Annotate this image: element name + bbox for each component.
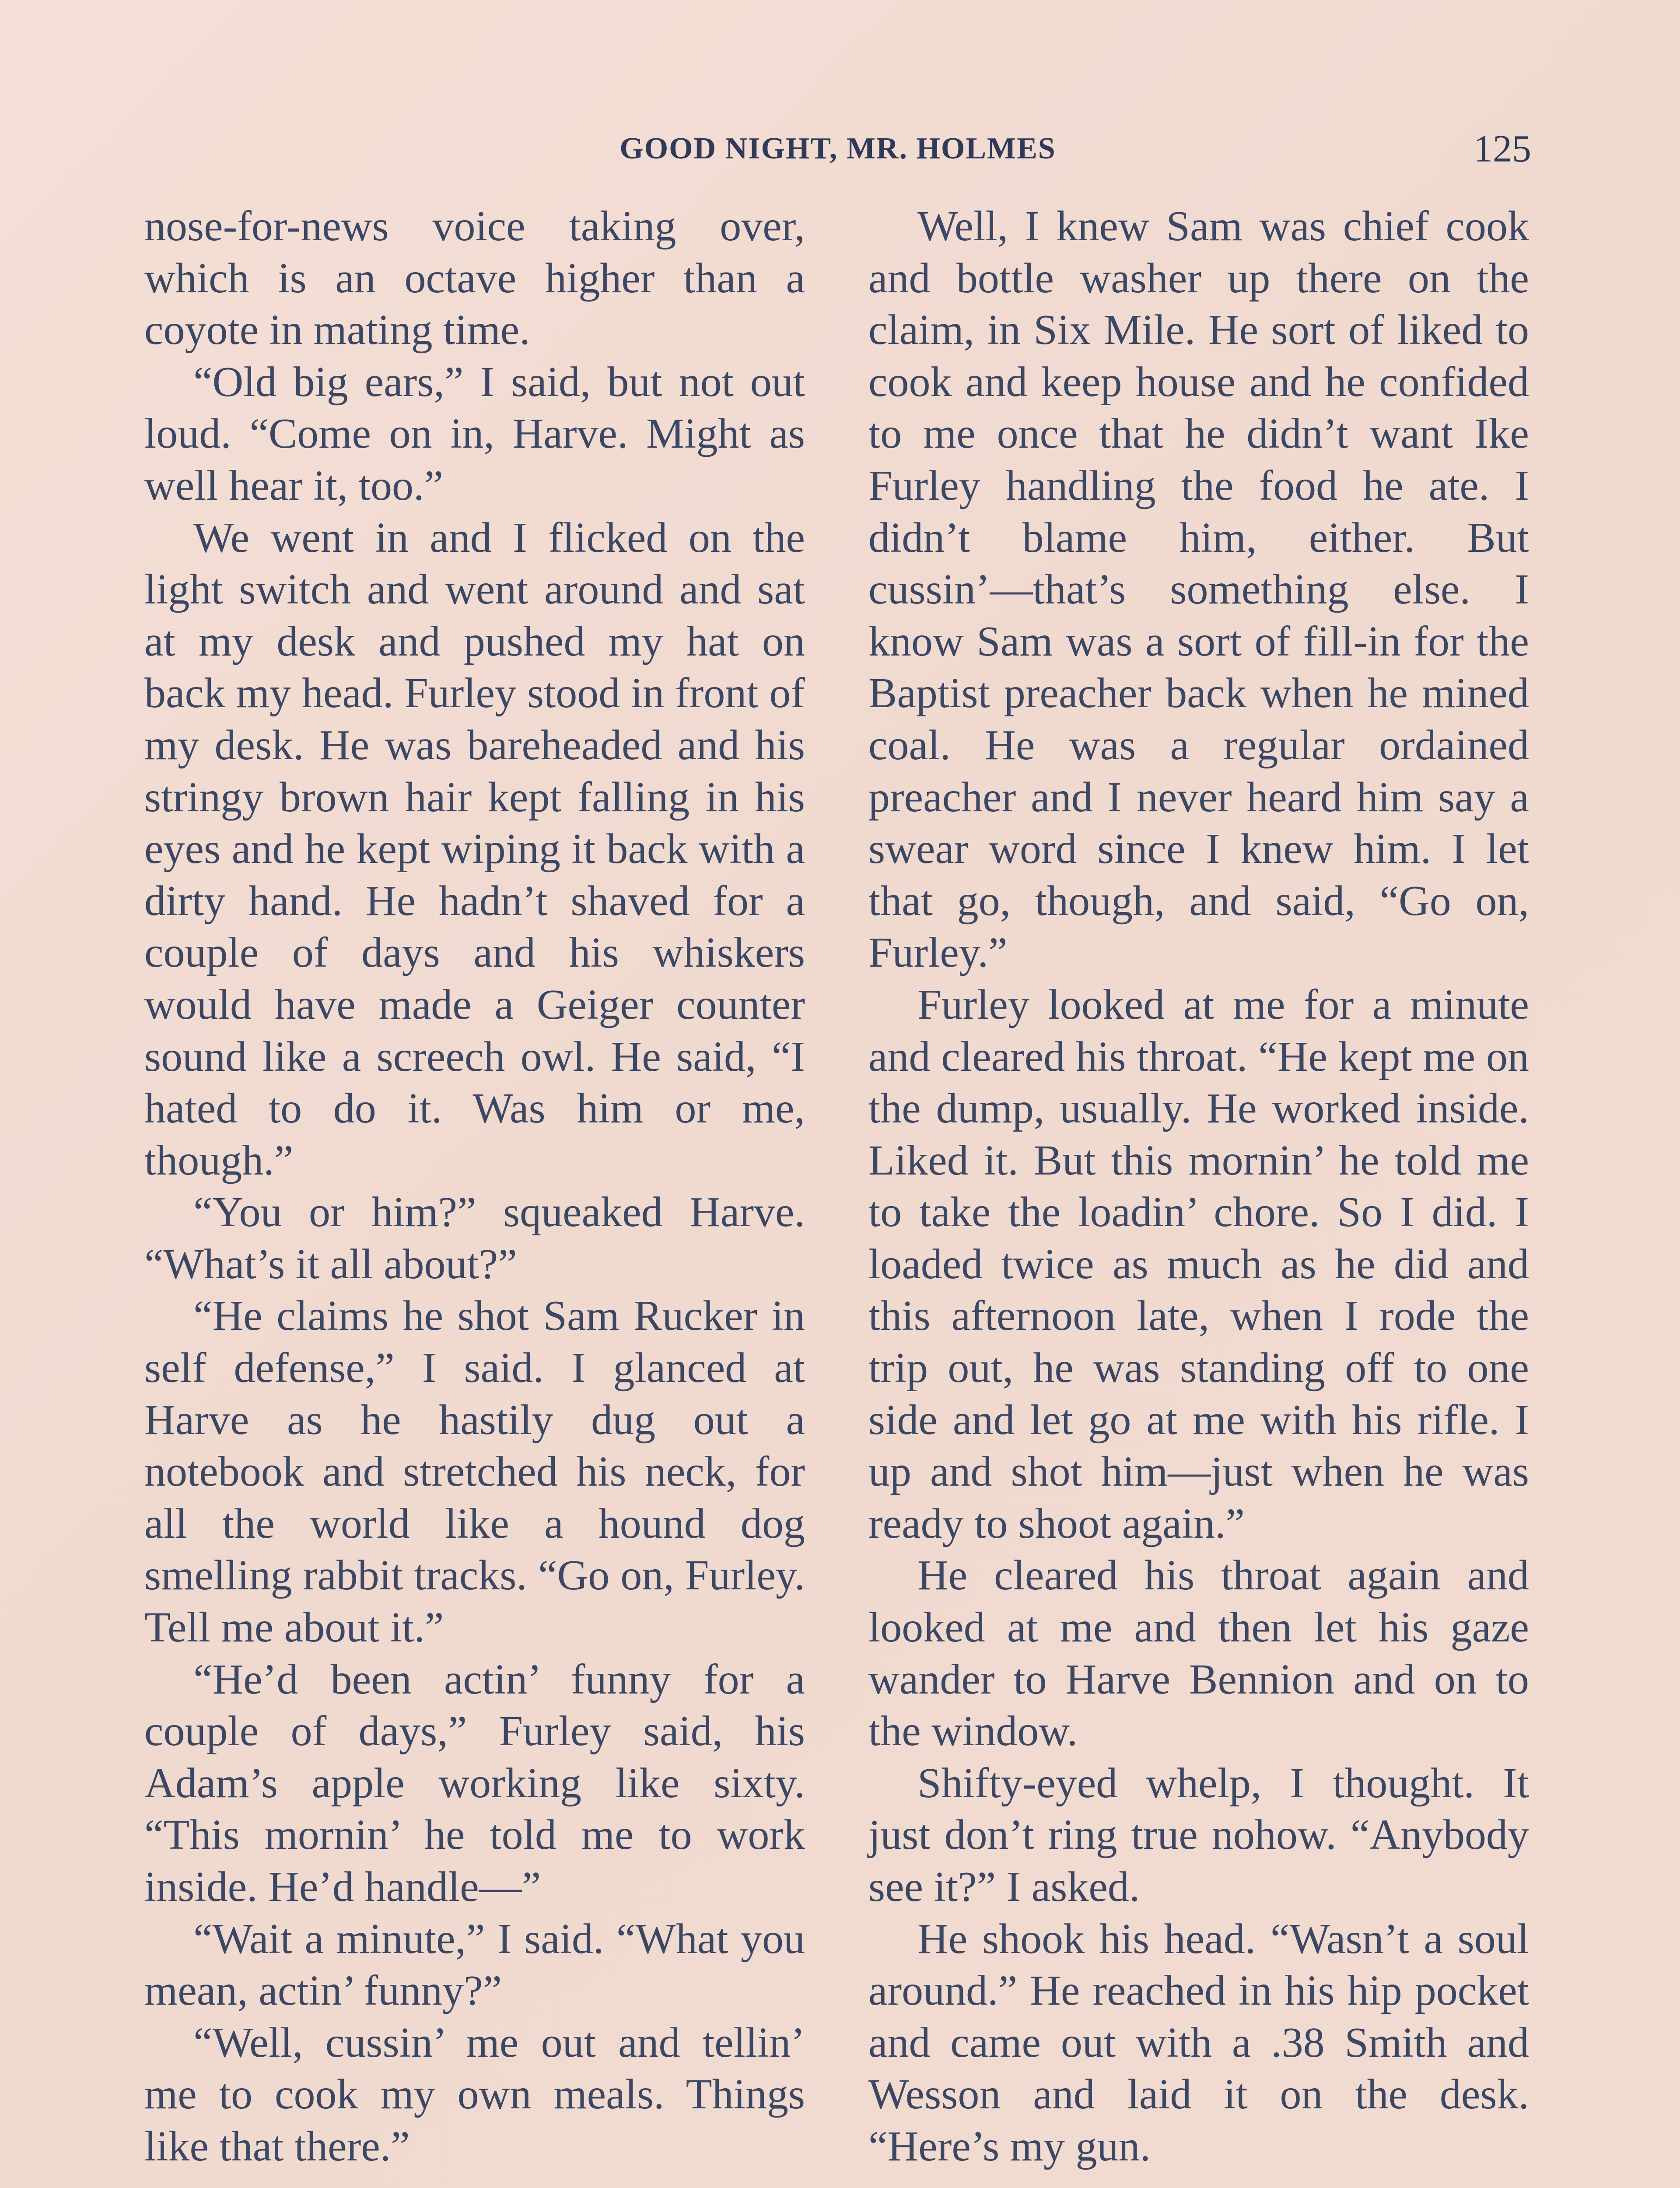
running-head — [144, 127, 1531, 179]
right-text-column — [868, 200, 1529, 2173]
left-text-column — [144, 200, 805, 2173]
running-title: GOOD NIGHT, MR. HOLMES — [620, 132, 1056, 165]
paragraph: He cleared his throat again and looked at me and then let his gaze wander to Harve Bennion and on to the window. — [868, 1552, 1529, 1755]
paragraph: “Old big ears,” I said, but not out loud. “Come on in, Harve. Might as well hear it, too.” — [144, 358, 805, 509]
paragraph: He shook his head. “Wasn’t a soul around.” He reached in his hip pocket and came out with a .38 Smith and Wesson and laid it on the desk. “Here’s my gun. — [868, 1915, 1529, 2170]
paragraph: Well, I knew Sam was chief cook and bottle washer up there on the claim, in Six Mile. He sort of liked to cook and keep house and he confided to me once that he didn’t want Ike Furley handling the food he ate. I didn’t blame him, either. But cussin’—that’s something else. I know Sam was a sort of fill-in for the Baptist preacher back when he mined coal. He was a regular ordained preacher and I never heard him say a swear word since I knew him. I let that go, though, and said, “Go on, Furley.” — [868, 203, 1529, 977]
paragraph: We went in and I flicked on the light switch and went around and sat at my desk and pushed my hat on back my head. Furley stood in front of my desk. He was bareheaded and his stringy brown hair kept falling in his eyes and he kept wiping it back with a dirty hand. He hadn’t shaved for a couple of days and his whiskers would have made a Geiger counter sound like a screech owl. He said, “I hated to do it. Was him or me, though.” — [144, 514, 805, 1184]
paragraph: Shifty-eyed whelp, I thought. It just don’t ring true nohow. “Anybody see it?” I asked. — [868, 1759, 1529, 1911]
paragraph: nose-for-news voice taking over, which is an octave higher than a coyote in mating time. — [144, 203, 805, 354]
paragraph: “Wait a minute,” I said. “What you mean, actin’ funny?” — [144, 1915, 805, 2015]
paragraph: “He claims he shot Sam Rucker in self defense,” I said. I glanced at Harve as he hastily dug out a notebook and stretched his neck, for all the world like a hound dog smelling rabbit tracks. “Go on, Furley. Tell me about it.” — [144, 1292, 805, 1652]
paragraph: “You or him?” squeaked Harve. “What’s it all about?” — [144, 1189, 805, 1288]
page-number: 125 — [1474, 128, 1531, 170]
paragraph: Furley looked at me for a minute and cleared his throat. “He kept me on the dump, usually. He worked inside. Liked it. But this mornin’ he told me to take the loadin’ chore. So I did. I loaded twice as much as he did and this afternoon late, when I rode the trip out, he was standing off to one side and let go at me with his rifle. I up and shot him—just when he was ready to shoot again.” — [868, 981, 1529, 1547]
paragraph: “Well, cussin’ me out and tellin’ me to cook my own meals. Things like that there.” — [144, 2019, 805, 2170]
paragraph: “He’d been actin’ funny for a couple of days,” Furley said, his Adam’s apple working like sixty. “This mornin’ he told me to work inside. He’d handle—” — [144, 1655, 805, 1911]
